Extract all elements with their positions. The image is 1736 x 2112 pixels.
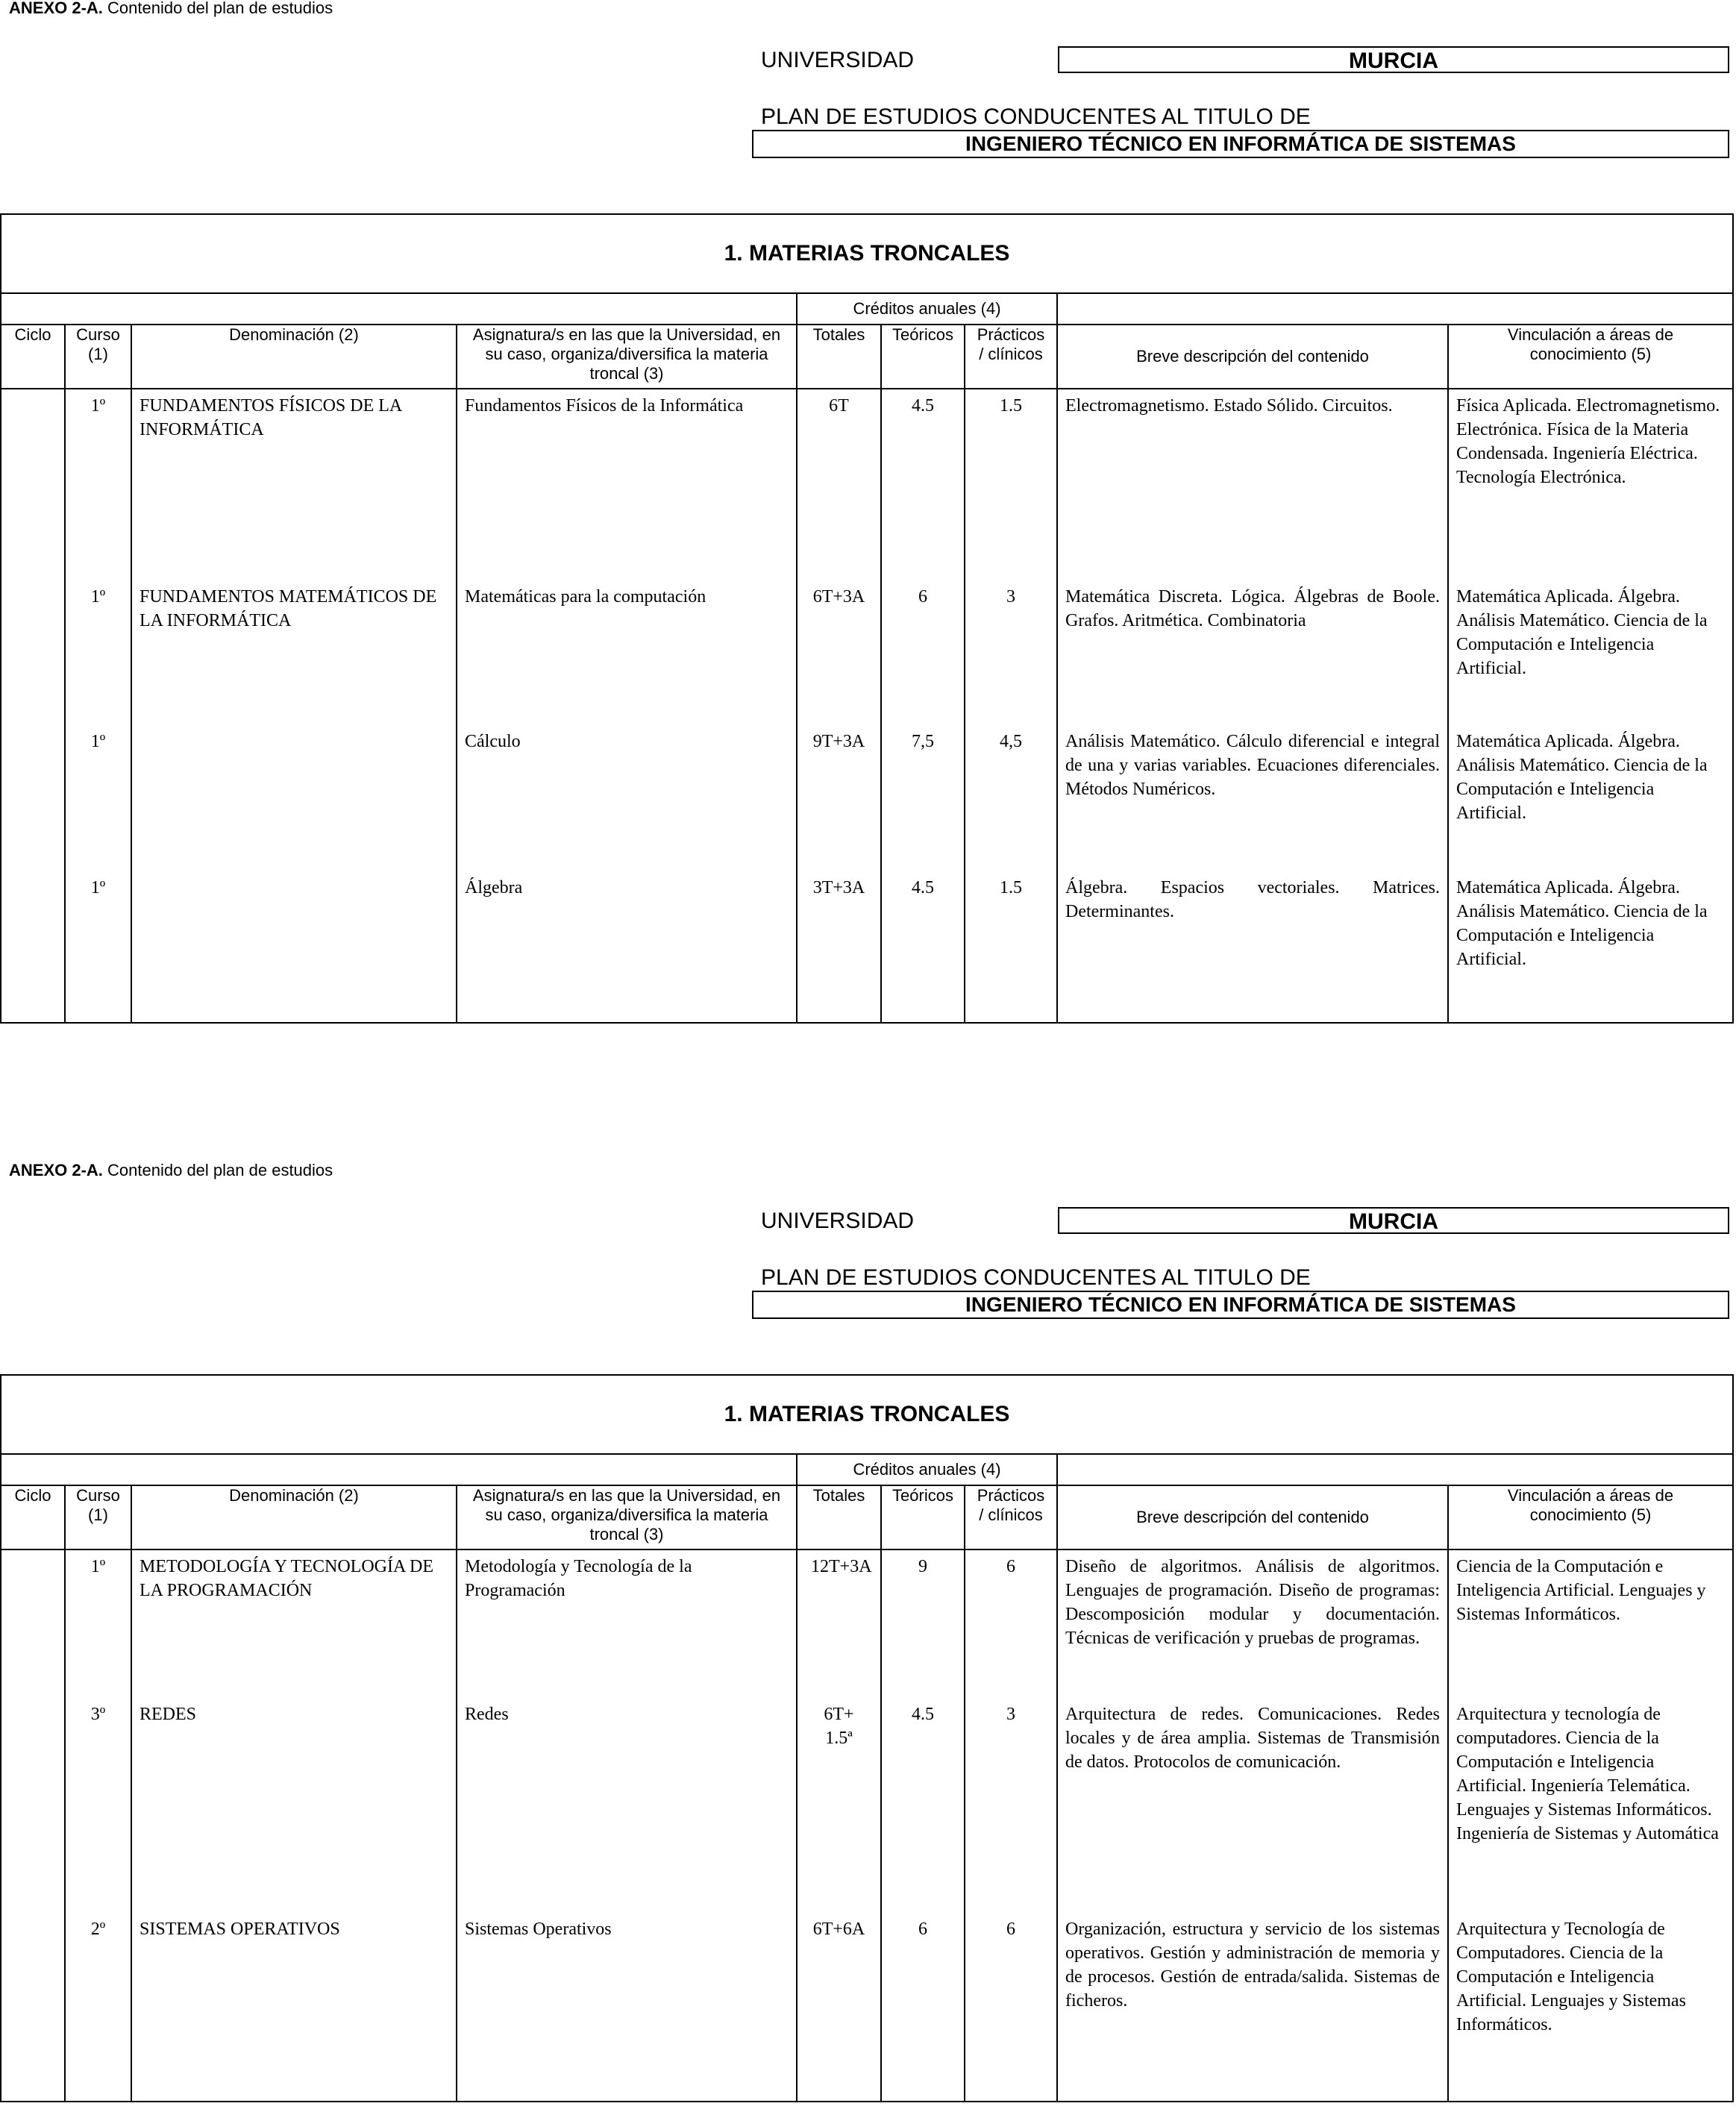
table-row-3-asignatura: Cálculo: [465, 732, 521, 751]
table-row-4-totales: 3T+3A: [812, 878, 865, 897]
table-row-2-curso: 1º: [90, 587, 106, 607]
anexo-heading: [9, 0, 333, 18]
table-row-1-vinculacion: Física Aplicada. Electromagnetismo. Electrónica. Física de la Materia Condensada. Ingeniería Eléctrica. Tecnología Electrónica.: [1456, 396, 1720, 487]
table-row-3-curso: 2º: [90, 1920, 106, 1939]
table-row-1-totales: 12T+3A: [811, 1557, 872, 1576]
universidad-value: MURCIA: [1058, 1207, 1729, 1234]
table-row-3-curso: 1º: [90, 732, 106, 751]
materias-table: [0, 1374, 1734, 2102]
table-row-2-practicos: 3: [1006, 1705, 1015, 1724]
table-row-2-asignatura: Matemáticas para la computación: [465, 587, 706, 607]
titulo-value: INGENIERO TÉCNICO EN INFORMÁTICA DE SISTEMAS: [752, 1291, 1729, 1319]
header-teoricos: Teóricos: [881, 1485, 965, 1549]
table-row-1-teoricos: 4.5: [912, 396, 934, 416]
table-row-1-practicos: 6: [1006, 1557, 1015, 1576]
curso-cell: [65, 389, 131, 1023]
table-row-2-denominacion: FUNDAMENTOS MATEMÁTICOS DE LA INFORMÁTICA: [140, 587, 437, 630]
section-title: 1. MATERIAS TRONCALES: [1, 214, 1733, 293]
table-row-4-curso: 1º: [90, 878, 106, 897]
table-row-2-asignatura: Redes: [465, 1705, 509, 1724]
table-row-4-practicos: 1.5: [1000, 878, 1022, 897]
header-vinculacion: Vinculación a áreas de conocimiento (5): [1448, 325, 1733, 389]
header-denominacion: Denominación (2): [131, 1485, 457, 1549]
table-row-2-vinculacion: Matemática Aplicada. Álgebra. Análisis Matemático. Ciencia de la Computación e Inteligencia Artificial.: [1456, 587, 1708, 678]
header-teoricos: Teóricos: [881, 325, 965, 389]
table-row-3-vinculacion: Arquitectura y Tecnología de Computadores. Ciencia de la Computación e Inteligencia Artificial. Lenguajes y Sistemas Informáticos.: [1456, 1920, 1686, 2034]
table-row-2-teoricos: 6: [918, 587, 927, 607]
header-curso: Curso (1): [65, 325, 131, 389]
table-row-1-vinculacion: Ciencia de la Computación e Inteligencia Artificial. Lenguajes y Sistemas Informáticos.: [1456, 1557, 1706, 1624]
table-row-3-descripcion: Análisis Matemático. Cálculo diferencial e integral de una y varias variables. Ecuaciones diferenciales. Métodos Numéricos.: [1065, 732, 1440, 799]
section-title: 1. MATERIAS TRONCALES: [1, 1375, 1733, 1454]
table-row-1-denominacion: METODOLOGÍA Y TECNOLOGÍA DE LA PROGRAMACIÓN: [140, 1557, 433, 1600]
table-row-2-denominacion: REDES: [140, 1705, 197, 1724]
anexo-label: ANEXO 2-A.: [9, 1161, 103, 1179]
denominacion-cell: [131, 389, 457, 1023]
descripcion-cell: [1057, 1549, 1448, 2102]
table-row-4-asignatura: Álgebra: [465, 878, 523, 897]
header-ciclo: Ciclo: [1, 325, 65, 389]
header-blank-right: [1057, 1454, 1733, 1485]
asignatura-cell: [457, 1549, 797, 2102]
anexo-text: Contenido del plan de estudios: [102, 1161, 333, 1179]
teoricos-cell: [881, 1549, 965, 2102]
universidad-value: MURCIA: [1058, 46, 1729, 73]
table-row-1-teoricos: 9: [918, 1557, 927, 1576]
table-row-2-descripcion: Arquitectura de redes. Comunicaciones. Redes locales y de área amplia. Sistemas de Transmisión de datos. Protocolos de comunicación.: [1065, 1705, 1440, 1772]
universidad-label: UNIVERSIDAD: [761, 1209, 915, 1233]
table-row-1-denominacion: FUNDAMENTOS FÍSICOS DE LA INFORMÁTICA: [140, 396, 401, 439]
table-row-1-asignatura: Metodología y Tecnología de la Programación: [465, 1557, 692, 1600]
table-row-3-totales: 6T+6A: [812, 1920, 865, 1939]
table-row-3-teoricos: 7,5: [912, 732, 934, 751]
table-row-1-practicos: 1.5: [1000, 396, 1022, 416]
table-row-3-descripcion: Organización, estructura y servicio de los sistemas operativos. Gestión y administración de memoria y de procesos. Gestión de entrada/salida. Sistemas de ficheros.: [1065, 1920, 1440, 2011]
denominacion-cell: [131, 1549, 457, 2102]
plan-label: PLAN DE ESTUDIOS CONDUCENTES AL TITULO DE: [761, 104, 1311, 129]
asignatura-cell: [457, 389, 797, 1023]
header-practicos: Prácticos / clínicos: [965, 1485, 1057, 1549]
table-row-1-descripcion: Electromagnetismo. Estado Sólido. Circuitos.: [1065, 396, 1393, 416]
table-row-3-asignatura: Sistemas Operativos: [465, 1920, 612, 1939]
table-row-2-teoricos: 4.5: [912, 1705, 934, 1724]
table-row-1-totales: 6T: [829, 396, 849, 416]
table-row-1-asignatura: Fundamentos Físicos de la Informática: [465, 396, 744, 416]
table-row-2-curso: 3º: [90, 1705, 106, 1724]
practicos-cell: [965, 389, 1057, 1023]
universidad-label: UNIVERSIDAD: [761, 48, 915, 72]
anexo-label: ANEXO 2-A.: [9, 0, 103, 17]
header-totales: Totales: [797, 325, 881, 389]
table-row-3-denominacion: SISTEMAS OPERATIVOS: [140, 1920, 340, 1939]
vinculacion-cell: [1448, 389, 1733, 1023]
table-row-1-curso: 1º: [90, 396, 106, 416]
table-row-1-curso: 1º: [90, 1557, 106, 1576]
table-row-2-totales: 6T+ 1.5ª: [824, 1705, 854, 1748]
table-row-1-descripcion: Diseño de algoritmos. Análisis de algoritmos. Lenguajes de programación. Diseño de programas: Descomposición modular y documentación. Técnicas de verificación y pruebas de programas.: [1065, 1557, 1440, 1648]
table-row-3-teoricos: 6: [918, 1920, 927, 1939]
table-row-3-vinculacion: Matemática Aplicada. Álgebra. Análisis Matemático. Ciencia de la Computación e Inteligencia Artificial.: [1456, 732, 1708, 823]
table-row-2-practicos: 3: [1006, 587, 1015, 607]
header-asignatura: Asignatura/s en las que la Universidad, en su caso, organiza/diversifica la materia troncal (3): [457, 1485, 797, 1549]
table-row-4-vinculacion: Matemática Aplicada. Álgebra. Análisis Matemático. Ciencia de la Computación e Inteligencia Artificial.: [1456, 878, 1708, 969]
header-practicos: Prácticos / clínicos: [965, 325, 1057, 389]
table-row-2-descripcion: Matemática Discreta. Lógica. Álgebras de Boole. Grafos. Aritmética. Combinatoria: [1065, 587, 1440, 630]
table-row-3-totales: 9T+3A: [812, 732, 865, 751]
table-row-3-practicos: 6: [1006, 1920, 1015, 1939]
anexo-heading: [9, 1161, 333, 1180]
header-asignatura: Asignatura/s en las que la Universidad, en su caso, organiza/diversifica la materia troncal (3): [457, 325, 797, 389]
ciclo-cell: [1, 389, 65, 1023]
table-row-4-descripcion: Álgebra. Espacios vectoriales. Matrices. Determinantes.: [1065, 878, 1440, 921]
totales-cell: [797, 389, 881, 1023]
practicos-cell: [965, 1549, 1057, 2102]
header-totales: Totales: [797, 1485, 881, 1549]
header-blank: [1, 1454, 797, 1485]
header-descripcion: Breve descripción del contenido: [1057, 325, 1448, 389]
materias-table: [0, 213, 1734, 1024]
ciclo-cell: [1, 1549, 65, 2102]
table-row-2-vinculacion: Arquitectura y tecnología de computadores. Ciencia de la Computación e Inteligencia Artificial. Ingeniería Telemática. Lenguajes y Sistemas Informáticos. Ingeniería de Sistemas y Automática: [1456, 1705, 1719, 1843]
teoricos-cell: [881, 389, 965, 1023]
curso-cell: [65, 1549, 131, 2102]
header-descripcion: Breve descripción del contenido: [1057, 1485, 1448, 1549]
vinculacion-cell: [1448, 1549, 1733, 2102]
header-curso: Curso (1): [65, 1485, 131, 1549]
header-blank: [1, 293, 797, 325]
anexo-text: Contenido del plan de estudios: [102, 0, 333, 17]
header-creditos: Créditos anuales (4): [797, 293, 1057, 325]
header-blank-right: [1057, 293, 1733, 325]
titulo-value: INGENIERO TÉCNICO EN INFORMÁTICA DE SISTEMAS: [752, 130, 1729, 158]
table-row-4-teoricos: 4.5: [912, 878, 934, 897]
header-creditos: Créditos anuales (4): [797, 1454, 1057, 1485]
totales-cell: [797, 1549, 881, 2102]
plan-label: PLAN DE ESTUDIOS CONDUCENTES AL TITULO DE: [761, 1265, 1311, 1290]
header-ciclo: Ciclo: [1, 1485, 65, 1549]
header-denominacion: Denominación (2): [131, 325, 457, 389]
descripcion-cell: [1057, 389, 1448, 1023]
table-row-2-totales: 6T+3A: [812, 587, 865, 607]
header-vinculacion: Vinculación a áreas de conocimiento (5): [1448, 1485, 1733, 1549]
table-row-3-practicos: 4,5: [1000, 732, 1022, 751]
